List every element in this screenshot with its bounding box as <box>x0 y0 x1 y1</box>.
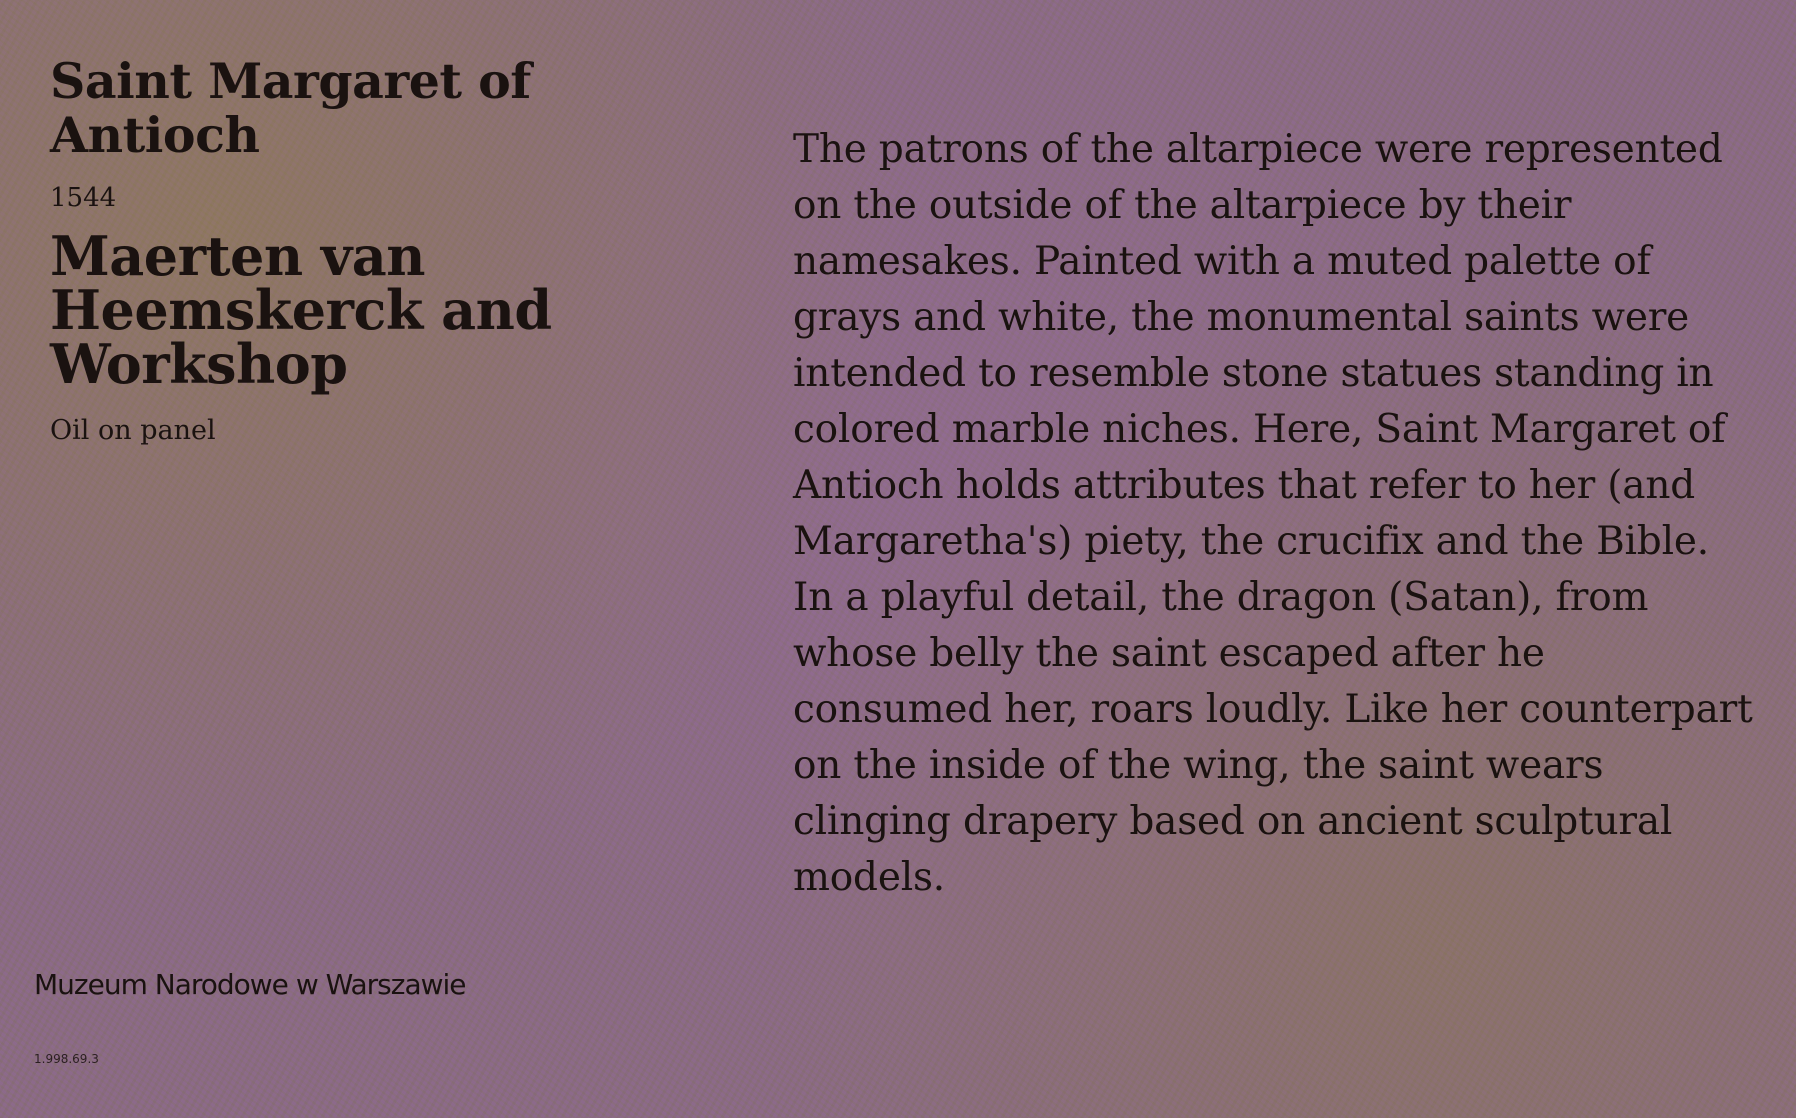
accession-number: 1.998.69.3 <box>34 1052 99 1066</box>
artwork-medium: Oil on panel <box>50 414 216 446</box>
artwork-title: Saint Margaret of Antioch <box>50 52 531 164</box>
artwork-description: The patrons of the altarpiece were represented on the outside of the altarpiece by their namesakes. Painted with a muted palette of grays and white, the monumental saints were intended to resemble stone statues standing in colored marble niches. Here, Saint Margaret of Antioch holds attributes that refer to her (and Margaretha's) piety, the crucifix and the Bible. In a playful detail, the dragon (Satan), from whose belly the saint escaped after he consumed her, roars loudly. Like her counterpart on the inside of the wing, the saint wears clinging drapery based on ancient sculptural models. <box>793 127 1753 900</box>
label-header <box>50 52 750 446</box>
artwork-date: 1544 <box>50 182 117 213</box>
artist-name: Maerten van Heemskerck and Workshop <box>50 223 552 396</box>
museum-credit: Muzeum Narodowe w Warszawie <box>34 968 466 1001</box>
